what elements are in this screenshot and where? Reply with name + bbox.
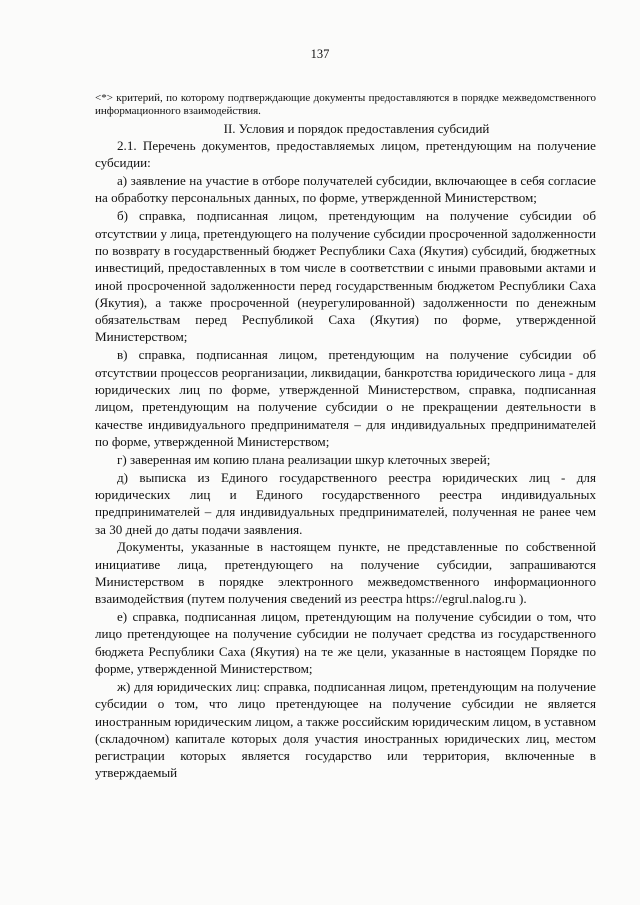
paragraph: в) справка, подписанная лицом, претендующим на получение субсидии об отсутствии процессов реорганизации, ликвидации, банкротства юридического лица - для юридических лиц по форме, утвержденной Министерством, справка, подписанная лицом, претендующим на получение субсидии о не прекращении деятельности в качестве индивидуального предпринимателя – для индивидуальных предпринимателей по форме, утвержденной Министерством; xyxy=(95,347,596,449)
footnote: <*> критерий, по которому подтверждающие документы предоставляются в порядке межведомственного информационного взаимодействия. xyxy=(95,92,596,117)
paragraph: Документы, указанные в настоящем пункте, не представленные по собственной инициативе лица, претендующего на получение субсидии, запрашиваются Министерством в порядке электронного межведомственного информационного взаимодействия (путем получения сведений из реестра https://egrul.nalog.ru ). xyxy=(95,539,596,607)
paragraph: ж) для юридических лиц: справка, подписанная лицом, претендующим на получение субсидии о том, что лицо претендующее на получение субсидии не является иностранным юридическим лицом, а также российским юридическим лицом, в уставном (складочном) капитале которых доля участия иностранных юридических лиц, местом регистрации которых является государство или территория, включенные в утверждаемый xyxy=(95,678,596,781)
paragraph: е) справка, подписанная лицом, претендующим на получение субсидии о том, что лицо претендующее на получение субсидии не получает средства из государственного бюджета Республики Саха (Якутия) на те же цели, указанные в настоящем Порядке по форме, утвержденной Министерством; xyxy=(95,609,596,677)
paragraph: а) заявление на участие в отборе получателей субсидии, включающее в себя согласие на обработку персональных данных, по форме, утвержденной Министерством; xyxy=(95,173,596,206)
paragraph: д) выписка из Единого государственного реестра юридических лиц - для юридических лиц и Единого государственного реестра индивидуальных предпринимателей – для индивидуальных предпринимателей, полученная не ранее чем за 30 дней до даты подачи заявления. xyxy=(95,469,596,537)
paragraph: б) справка, подписанная лицом, претендующим на получение субсидии об отсутствии у лица, претендующего на получение субсидии просроченной задолженности по возврату в государственный бюджет Республики Саха (Якутия) субсидий, бюджетных инвестиций, предоставленных в том числе в соответствии с иными правовыми актами и иной просроченной задолженности перед государственным бюджетом Республики Саха (Якутия), а также просроченной (неурегулированной) задолженности по денежным обязательствам перед Республикой Саха (Якутия) по форме, утвержденной Министерством; xyxy=(95,208,596,345)
section-heading: II. Условия и порядок предоставления субсидий xyxy=(223,121,490,136)
paragraph: г) заверенная им копию плана реализации шкур клеточных зверей; xyxy=(117,451,491,467)
paragraph: 2.1. Перечень документов, предоставляемых лицом, претендующим на получение субсидии: xyxy=(95,138,596,171)
document-body xyxy=(95,92,596,782)
page-number: 137 xyxy=(310,47,330,61)
